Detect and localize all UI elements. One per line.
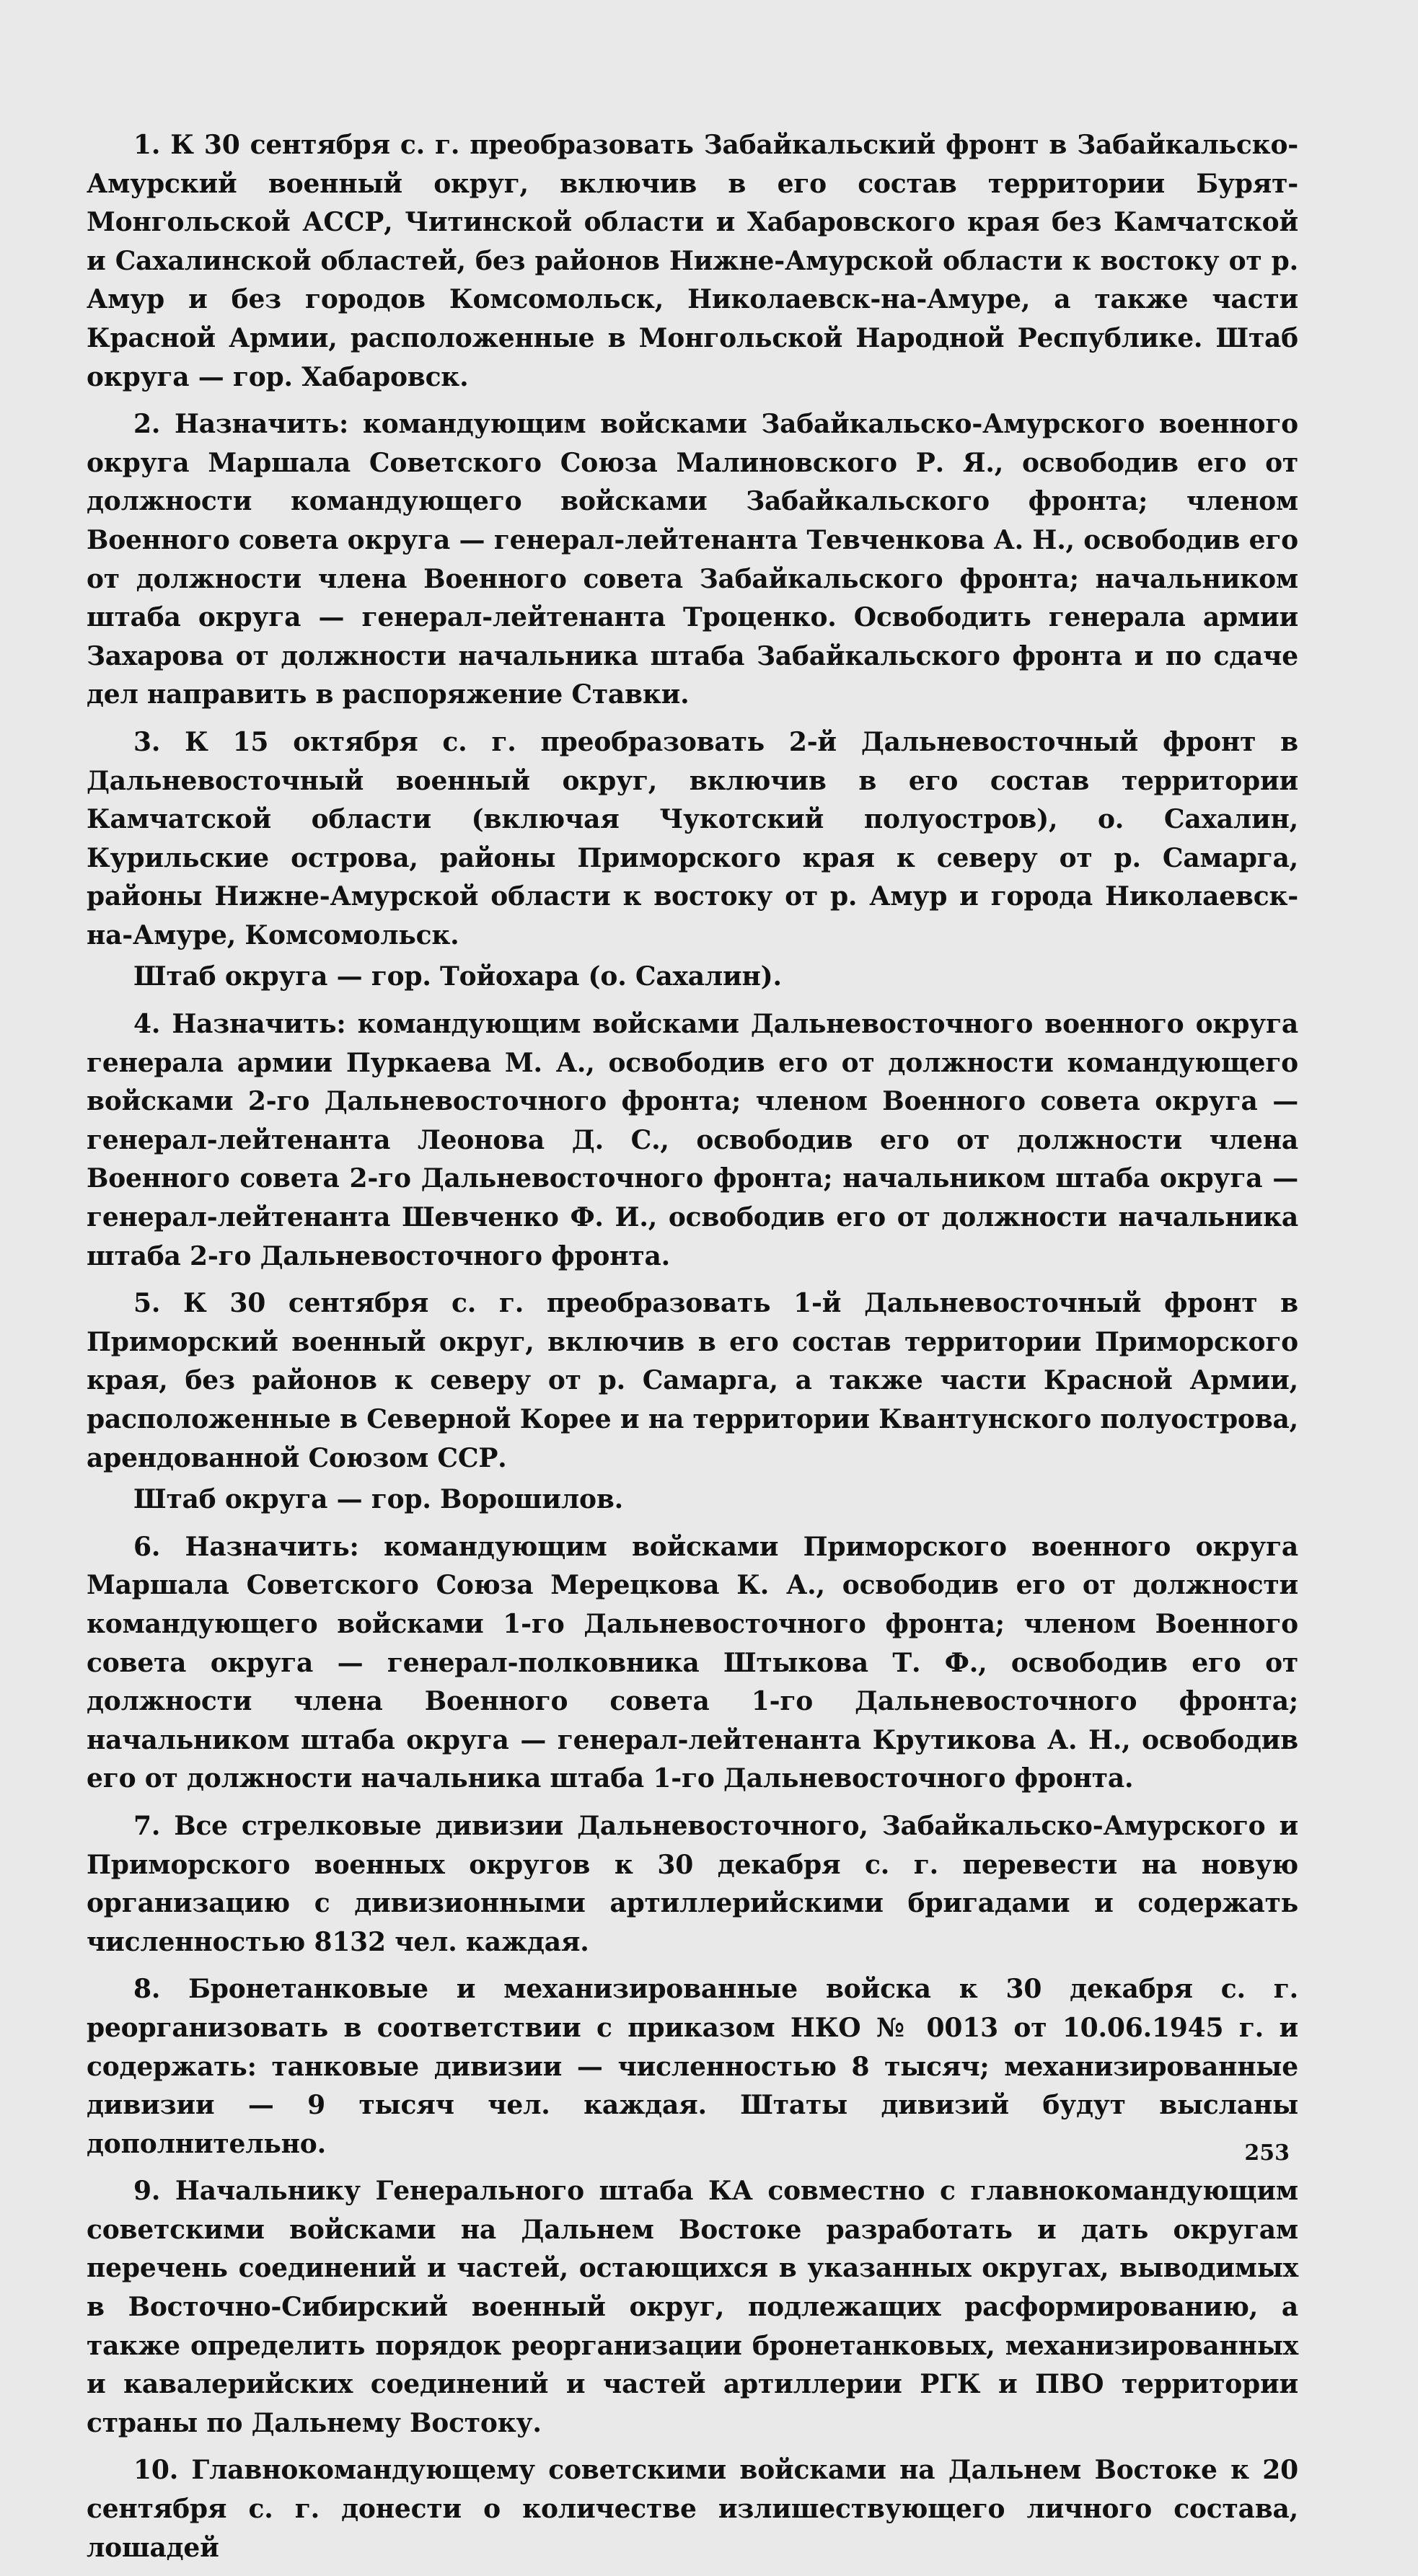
paragraph-7: 7. Все стрелковые дивизии Дальневосточного, Забайкальско-Амурского и Приморского военных округов к 30 декабря с. г. перевести на новую организацию с дивизионными артиллерийскими бригадами и содержать численностью 8132 чел. каждая. <box>87 1810 1298 1957</box>
paragraph-8: 8. Бронетанковые и механизированные войска к 30 декабря с. г. реорганизовать в соответствии с приказом НКО № 0013 от 10.06.1945 г. и содержать: танковые дивизии — численностью 8 тысяч; механизированные дивизии — 9 тысяч чел. каждая. Штаты дивизий будут высланы дополнительно. <box>87 1974 1298 2159</box>
paragraph-3: 3. К 15 октября с. г. преобразовать 2-й Дальневосточный фронт в Дальневосточный военный округ, включив в его состав территории Камчатской области (включая Чукотский полуостров), о. Сахалин, Курильские острова, районы Приморского края к северу от р. Самарга, районы Нижне-Амурской области к востоку от р. Амур и города Николаевск-на-Амуре, Комсомольск. <box>87 726 1298 950</box>
paragraph-4: 4. Назначить: командующим войсками Дальневосточного военного округа генерала армии Пуркаева М. А., освободив его от должности командующего войсками 2-го Дальневосточного фронта; членом Военного совета округа — генерал-лейтенанта Леонова Д. С., освободив его от должности члена Военного совета 2-го Дальневосточного фронта; начальником штаба округа — генерал-лейтенанта Шевченко Ф. И., освободив его от должности начальника штаба 2-го Дальневосточного фронта. <box>87 1009 1298 1271</box>
paragraph-1: 1. К 30 сентября с. г. преобразовать Забайкальский фронт в Забайкальско-Амурский военный округ, включив в его состав территории Бурят-Монгольской АССР, Читинской области и Хабаровского края без Камчатской и Сахалинской областей, без районов Нижне-Амурской области к востоку от р. Амур и без городов Комсомольск, Николаевск-на-Амуре, а также части Красной Армии, расположенные в Монгольской Народной Республике. Штаб округа — гор. Хабаровск. <box>87 130 1298 392</box>
paragraph-5-staff: Штаб округа — гор. Ворошилов. <box>133 1484 623 1515</box>
paragraph-10: 10. Главнокомандующему советскими войсками на Дальнем Востоке к 20 сентября с. г. донести о количестве излишествующего личного состава, лошадей <box>87 2455 1298 2563</box>
paragraph-5: 5. К 30 сентября с. г. преобразовать 1-й Дальневосточный фронт в Приморский военный округ, включив в его состав территории Приморского края, без районов к северу от р. Самарга, а также части Красной Армии, расположенные в Северной Корее и на территории Квантунского полуострова, арендованной Союзом ССР. <box>87 1288 1298 1473</box>
paragraph-6: 6. Назначить: командующим войсками Приморского военного округа Маршала Советского Союза Мерецкова К. А., освободив его от должности командующего войсками 1-го Дальневосточного фронта; членом Военного совета округа — генерал-полковника Штыкова Т. Ф., освободив его от должности члена Военного совета 1-го Дальневосточного фронта; начальником штаба округа — генерал-лейтенанта Крутикова А. Н., освободив его от должности начальника штаба 1-го Дальневосточного фронта. <box>87 1531 1298 1794</box>
paragraph-2: 2. Назначить: командующим войсками Забайкальско-Амурского военного округа Маршала Советского Союза Малиновского Р. Я., освободив его от должности командующего войсками Забайкальского фронта; членом Военного совета округа — генерал-лейтенанта Тевченкова А. Н., освободив его от должности члена Военного совета Забайкальского фронта; начальником штаба округа — генерал-лейтенанта Троценко. Освободить генерала армии Захарова от должности начальника штаба Забайкальского фронта и по сдаче дел направить в распоряжение Ставки. <box>87 409 1298 710</box>
document-body <box>87 126 1298 2576</box>
paragraph-3-staff: Штаб округа — гор. Тойохара (о. Сахалин). <box>133 961 782 992</box>
page-number: 253 <box>1244 2140 1290 2166</box>
paragraph-9: 9. Начальнику Генерального штаба КА совместно с главнокомандующим советскими войсками на Дальнем Востоке разработать и дать округам перечень соединений и частей, остающихся в указанных округах, выводимых в Восточно-Сибирский военный округ, подлежащих расформированию, а также определить порядок реорганизации бронетанковых, механизированных и кавалерийских соединений и частей артиллерии РГК и ПВО территории страны по Дальнему Востоку. <box>87 2176 1298 2438</box>
